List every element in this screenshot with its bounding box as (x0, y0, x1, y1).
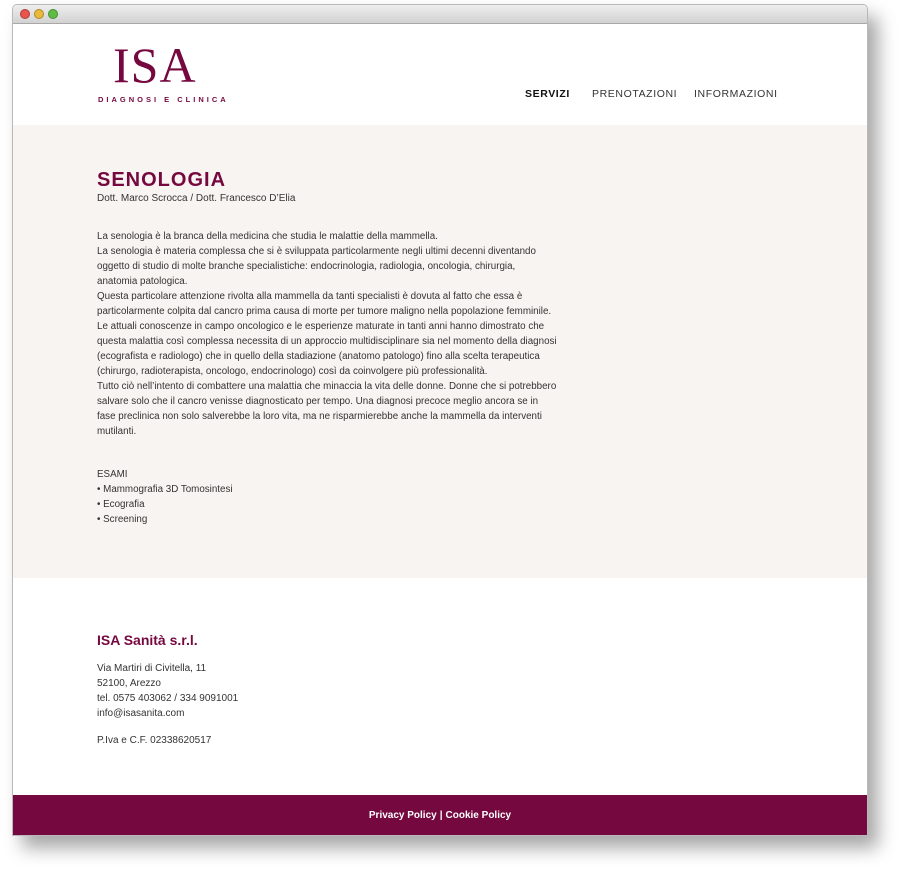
site-header (13, 24, 867, 125)
minimize-window-icon[interactable] (34, 9, 44, 19)
nav-item-informazioni[interactable]: INFORMAZIONI (694, 88, 778, 100)
privacy-policy-link[interactable]: Privacy Policy (368, 809, 437, 821)
list-item: • Screening (97, 514, 148, 525)
maximize-window-icon[interactable] (48, 9, 58, 19)
paragraph: La senologia è la branca della medicina che studia le malattie della mammella. (97, 231, 438, 242)
cookie-policy-link[interactable]: Cookie Policy (445, 809, 512, 821)
footer-contact (13, 578, 867, 795)
logo-subtitle: DIAGNOSI E CLINICA (98, 95, 229, 104)
window-titlebar (13, 5, 867, 24)
list-item: • Ecografia (97, 499, 145, 510)
description-text (97, 229, 557, 439)
phone-line: tel. 0575 403062 / 334 9091001 (97, 693, 239, 704)
nav-item-prenotazioni[interactable]: PRENOTAZIONI (592, 88, 678, 100)
page-title: SENOLOGIA (97, 169, 227, 191)
email-link[interactable]: info@isasanita.com (97, 708, 185, 719)
paragraph: Tutto ciò nell’intento di combattere una malattia che minaccia la vita delle donne. Donne che si potrebbero salvare solo che il cancro venisse diagnosticato per tempo. Una diagnosi precoce meglio ancora se in fase preclinica non solo salverebbe la loro vita, ma ne risparmierebbe anche la mammella da interventi mutilanti. (97, 381, 557, 437)
main-content (13, 125, 867, 578)
company-name: ISA Sanità s.r.l. (97, 632, 198, 648)
doctors-line: Dott. Marco Scrocca / Dott. Francesco D’Elia (97, 193, 296, 204)
footer-bar (13, 795, 867, 835)
paragraph: La senologia è materia complessa che si è sviluppata particolarmente negli ultimi decenni diventando oggetto di studio di molte branche specialistiche: endocrinologia, radiologia, oncologia, chirurgia, anatomia patologica. (97, 246, 536, 287)
address-line: 52100, Arezzo (97, 678, 161, 689)
paragraph: Questa particolare attenzione rivolta alla mammella da tanti specialisti è dovuta al fatto che essa è particolarmente colpita dal cancro prima causa di morte per tumore maligno nella popolazione femminile. Le attuali conoscenze in campo oncologico e le esperienze maturate in tanti anni hanno dimostrato che questa malattia così complessa necessita di un approccio multidisciplinare sia nel momento della diagnosi (ecografista e radiologo) che in quello della stadiazione (anatomo patologo) fino alla scelta terapeutica (chirurgo, radioterapista, oncologo, endocrinologo) così da coinvolgere più professionalità. (97, 291, 557, 377)
vat-number: P.Iva e C.F. 02338620517 (97, 735, 212, 746)
list-item: • Mammografia 3D Tomosintesi (97, 484, 233, 495)
esami-list (97, 467, 233, 527)
esami-heading: ESAMI (97, 469, 128, 480)
browser-window (12, 4, 868, 836)
address-block (97, 661, 238, 721)
close-window-icon[interactable] (20, 9, 30, 19)
footer-separator: | (439, 809, 443, 821)
nav-item-servizi[interactable]: SERVIZI (525, 88, 570, 100)
address-line: Via Martiri di Civitella, 11 (97, 663, 207, 674)
site-logo[interactable]: ISA (113, 37, 197, 93)
